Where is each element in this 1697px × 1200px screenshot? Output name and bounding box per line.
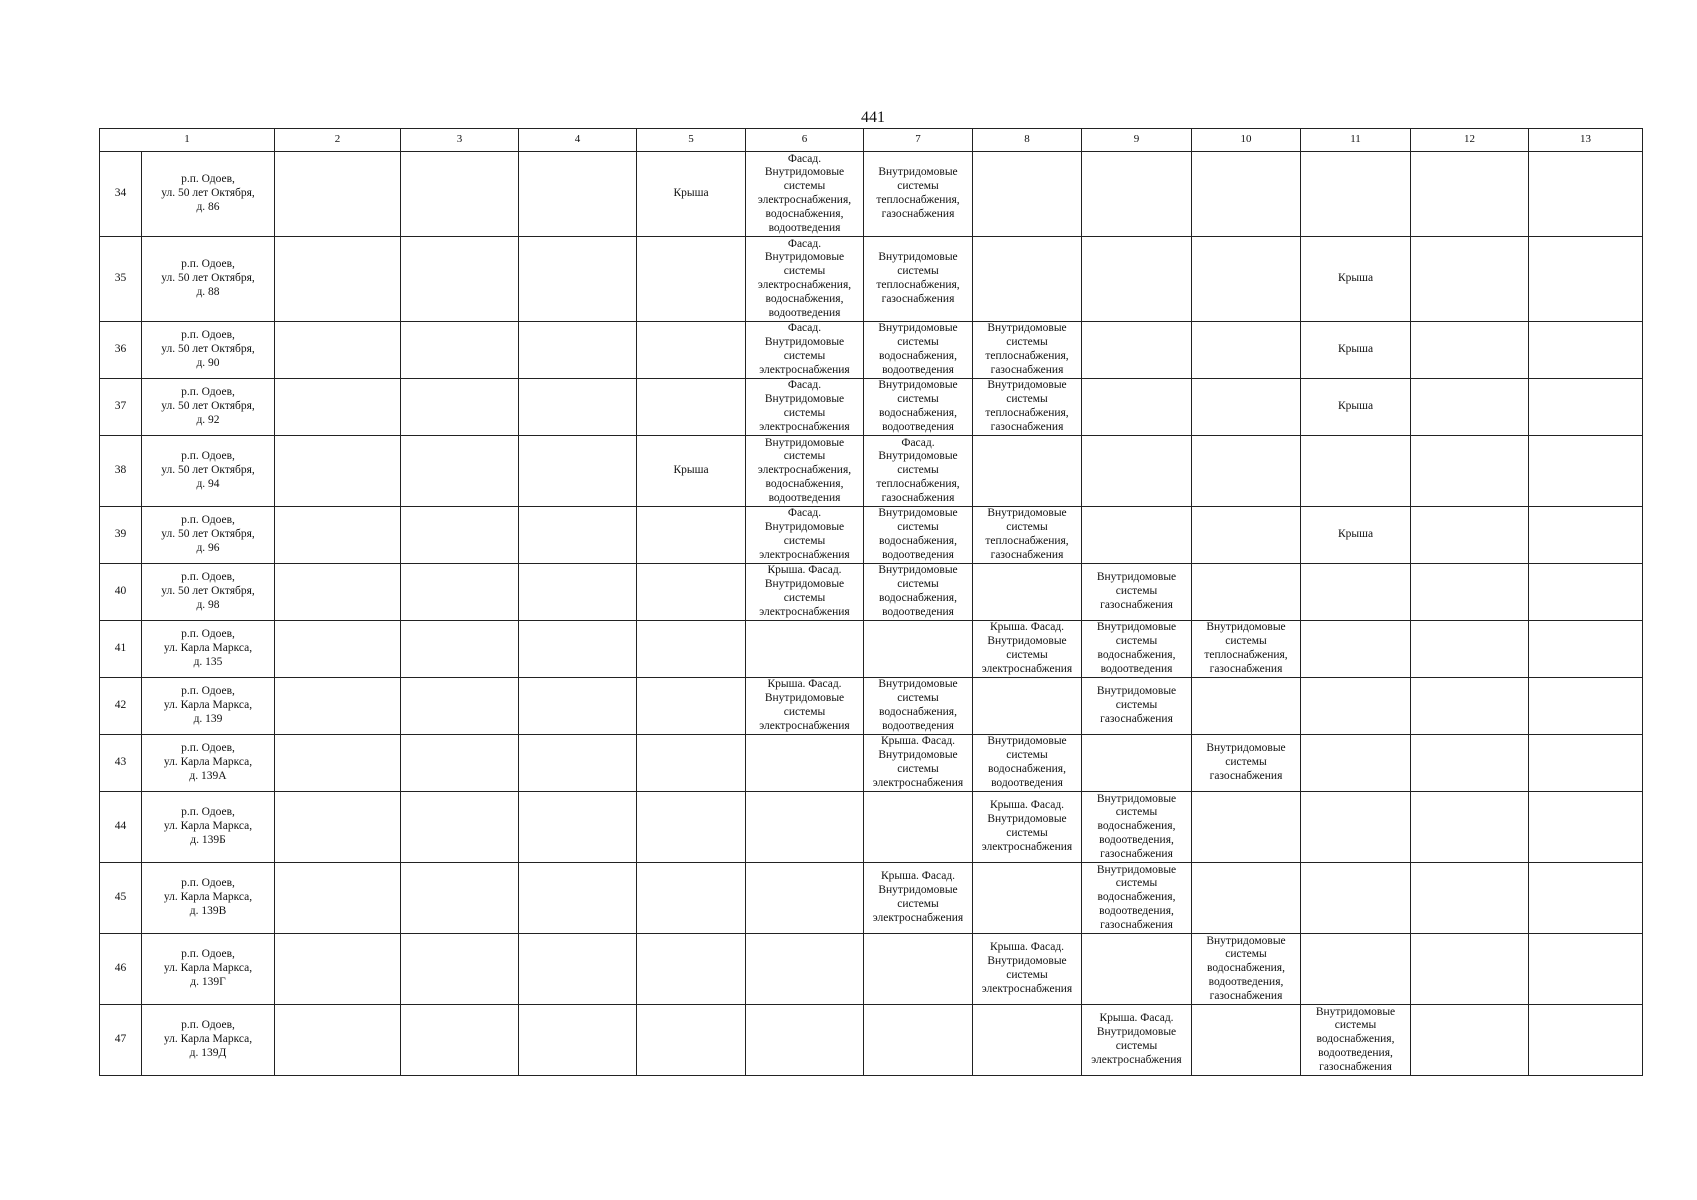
work-cell: Внутридомовые системы водоснабжения, водоотведения, газоснабжения xyxy=(1301,1005,1411,1076)
work-cell xyxy=(1411,934,1529,1005)
address-cell: р.п. Одоев, ул. Карла Маркса, д. 135 xyxy=(142,621,275,678)
table-row xyxy=(100,1005,1643,1076)
address-cell: р.п. Одоев, ул. 50 лет Октября, д. 94 xyxy=(142,436,275,507)
column-header: 2 xyxy=(275,129,401,152)
work-cell xyxy=(1192,379,1301,436)
work-cell xyxy=(864,934,973,1005)
work-cell xyxy=(1192,564,1301,621)
work-cell xyxy=(519,564,637,621)
work-cell: Внутридомовые системы водоснабжения, водоотведения, газоснабжения xyxy=(1192,934,1301,1005)
work-cell xyxy=(1411,507,1529,564)
work-cell: Фасад. Внутридомовые системы электроснабжения xyxy=(746,507,864,564)
work-cell: Внутридомовые системы теплоснабжения, газоснабжения xyxy=(864,237,973,322)
work-cell xyxy=(1411,152,1529,237)
work-cell xyxy=(1301,564,1411,621)
work-cell xyxy=(637,237,746,322)
work-cell xyxy=(864,1005,973,1076)
address-cell: р.п. Одоев, ул. Карла Маркса, д. 139В xyxy=(142,863,275,934)
work-cell: Внутридомовые системы теплоснабжения, газоснабжения xyxy=(973,322,1082,379)
column-header: 12 xyxy=(1411,129,1529,152)
work-cell xyxy=(1192,152,1301,237)
column-header: 6 xyxy=(746,129,864,152)
work-cell xyxy=(1411,863,1529,934)
work-cell xyxy=(401,934,519,1005)
work-cell xyxy=(519,322,637,379)
work-cell xyxy=(1082,237,1192,322)
row-number: 37 xyxy=(100,379,142,436)
work-cell: Крыша. Фасад. Внутридомовые системы электроснабжения xyxy=(864,735,973,792)
work-cell xyxy=(401,237,519,322)
work-cell xyxy=(1301,678,1411,735)
work-cell xyxy=(275,678,401,735)
work-cell: Внутридомовые системы водоснабжения, водоотведения xyxy=(1082,621,1192,678)
work-cell xyxy=(519,237,637,322)
table-row xyxy=(100,379,1643,436)
work-cell xyxy=(401,379,519,436)
work-cell xyxy=(973,436,1082,507)
work-cell xyxy=(637,735,746,792)
work-cell xyxy=(973,1005,1082,1076)
work-cell xyxy=(275,863,401,934)
row-number: 36 xyxy=(100,322,142,379)
address-cell: р.п. Одоев, ул. Карла Маркса, д. 139Б xyxy=(142,792,275,863)
work-cell xyxy=(1529,735,1643,792)
work-cell: Крыша xyxy=(637,152,746,237)
work-cell xyxy=(637,792,746,863)
work-cell xyxy=(1411,237,1529,322)
row-number: 45 xyxy=(100,863,142,934)
work-cell xyxy=(1082,934,1192,1005)
column-header: 3 xyxy=(401,129,519,152)
work-cell: Крыша xyxy=(1301,237,1411,322)
row-number: 39 xyxy=(100,507,142,564)
work-cell xyxy=(864,792,973,863)
work-cell xyxy=(275,507,401,564)
work-cell xyxy=(1192,863,1301,934)
work-cell xyxy=(1529,152,1643,237)
repair-schedule-table xyxy=(99,128,1643,1076)
work-cell xyxy=(973,237,1082,322)
work-cell xyxy=(1082,322,1192,379)
work-cell xyxy=(519,934,637,1005)
address-cell: р.п. Одоев, ул. Карла Маркса, д. 139 xyxy=(142,678,275,735)
work-cell xyxy=(1082,436,1192,507)
work-cell: Внутридомовые системы теплоснабжения, газоснабжения xyxy=(973,379,1082,436)
work-cell xyxy=(973,564,1082,621)
work-cell xyxy=(746,621,864,678)
work-cell: Внутридомовые системы газоснабжения xyxy=(1082,564,1192,621)
column-header: 7 xyxy=(864,129,973,152)
row-number: 46 xyxy=(100,934,142,1005)
work-cell: Внутридомовые системы электроснабжения, водоснабжения, водоотведения xyxy=(746,436,864,507)
work-cell xyxy=(401,792,519,863)
work-cell xyxy=(637,678,746,735)
row-number: 41 xyxy=(100,621,142,678)
column-header: 10 xyxy=(1192,129,1301,152)
work-cell xyxy=(401,1005,519,1076)
column-header: 11 xyxy=(1301,129,1411,152)
work-cell xyxy=(401,436,519,507)
work-cell xyxy=(637,1005,746,1076)
column-header: 1 xyxy=(100,129,275,152)
work-cell xyxy=(401,621,519,678)
column-header: 4 xyxy=(519,129,637,152)
work-cell xyxy=(1411,564,1529,621)
work-cell xyxy=(1411,621,1529,678)
work-cell xyxy=(275,621,401,678)
work-cell xyxy=(275,436,401,507)
work-cell xyxy=(519,507,637,564)
work-cell xyxy=(1192,678,1301,735)
work-cell xyxy=(1529,792,1643,863)
work-cell xyxy=(1192,792,1301,863)
work-cell: Крыша. Фасад. Внутридомовые системы электроснабжения xyxy=(973,792,1082,863)
work-cell xyxy=(1529,237,1643,322)
work-cell xyxy=(1529,322,1643,379)
work-cell xyxy=(1411,436,1529,507)
work-cell xyxy=(1301,621,1411,678)
work-cell xyxy=(519,792,637,863)
table-row xyxy=(100,507,1643,564)
work-cell xyxy=(1529,379,1643,436)
work-cell xyxy=(1192,322,1301,379)
address-cell: р.п. Одоев, ул. 50 лет Октября, д. 96 xyxy=(142,507,275,564)
work-cell xyxy=(519,152,637,237)
work-cell: Внутридомовые системы водоснабжения, водоотведения xyxy=(864,678,973,735)
work-cell: Крыша. Фасад. Внутридомовые системы электроснабжения xyxy=(746,678,864,735)
work-cell xyxy=(275,322,401,379)
work-cell xyxy=(1411,379,1529,436)
work-cell xyxy=(275,1005,401,1076)
table-row xyxy=(100,564,1643,621)
address-cell: р.п. Одоев, ул. Карла Маркса, д. 139А xyxy=(142,735,275,792)
work-cell xyxy=(1301,152,1411,237)
work-cell xyxy=(1301,934,1411,1005)
work-cell: Внутридомовые системы водоснабжения, водоотведения, газоснабжения xyxy=(1082,863,1192,934)
address-cell: р.п. Одоев, ул. 50 лет Октября, д. 90 xyxy=(142,322,275,379)
work-cell xyxy=(275,735,401,792)
work-cell: Фасад. Внутридомовые системы теплоснабжения, газоснабжения xyxy=(864,436,973,507)
work-cell xyxy=(1529,1005,1643,1076)
work-cell xyxy=(637,507,746,564)
table-row xyxy=(100,322,1643,379)
table-row xyxy=(100,621,1643,678)
table-row xyxy=(100,152,1643,237)
address-cell: р.п. Одоев, ул. 50 лет Октября, д. 98 xyxy=(142,564,275,621)
work-cell xyxy=(519,678,637,735)
work-cell xyxy=(519,436,637,507)
work-cell xyxy=(1082,152,1192,237)
work-cell: Внутридомовые системы газоснабжения xyxy=(1082,678,1192,735)
address-cell: р.п. Одоев, ул. Карла Маркса, д. 139Д xyxy=(142,1005,275,1076)
work-cell: Крыша xyxy=(1301,507,1411,564)
work-cell xyxy=(275,237,401,322)
table-row xyxy=(100,863,1643,934)
work-cell: Внутридомовые системы газоснабжения xyxy=(1192,735,1301,792)
work-cell: Крыша xyxy=(637,436,746,507)
row-number: 34 xyxy=(100,152,142,237)
work-cell xyxy=(1411,735,1529,792)
work-cell xyxy=(401,507,519,564)
work-cell xyxy=(1192,507,1301,564)
work-cell xyxy=(1082,379,1192,436)
work-cell xyxy=(1529,863,1643,934)
work-cell: Внутридомовые системы водоснабжения, водоотведения xyxy=(973,735,1082,792)
work-cell xyxy=(401,678,519,735)
work-cell xyxy=(519,379,637,436)
work-cell xyxy=(746,934,864,1005)
work-cell: Внутридомовые системы теплоснабжения, газоснабжения xyxy=(864,152,973,237)
header-row xyxy=(100,129,1643,152)
work-cell xyxy=(1529,507,1643,564)
work-cell xyxy=(1082,735,1192,792)
work-cell xyxy=(519,863,637,934)
row-number: 38 xyxy=(100,436,142,507)
table-row xyxy=(100,934,1643,1005)
work-cell: Внутридомовые системы водоснабжения, водоотведения xyxy=(864,379,973,436)
table-row xyxy=(100,678,1643,735)
work-cell xyxy=(1301,792,1411,863)
work-cell xyxy=(637,934,746,1005)
address-cell: р.п. Одоев, ул. 50 лет Октября, д. 86 xyxy=(142,152,275,237)
row-number: 35 xyxy=(100,237,142,322)
work-cell xyxy=(973,863,1082,934)
row-number: 42 xyxy=(100,678,142,735)
work-cell xyxy=(1529,934,1643,1005)
table-row xyxy=(100,237,1643,322)
table-row xyxy=(100,792,1643,863)
table-body xyxy=(100,129,1643,1076)
work-cell xyxy=(637,322,746,379)
work-cell xyxy=(1411,1005,1529,1076)
work-cell xyxy=(1301,735,1411,792)
work-cell xyxy=(401,564,519,621)
work-cell xyxy=(746,863,864,934)
work-cell xyxy=(401,735,519,792)
work-cell: Фасад. Внутридомовые системы электроснабжения xyxy=(746,322,864,379)
address-cell: р.п. Одоев, ул. 50 лет Октября, д. 92 xyxy=(142,379,275,436)
work-cell: Внутридомовые системы водоснабжения, водоотведения xyxy=(864,564,973,621)
address-cell: р.п. Одоев, ул. Карла Маркса, д. 139Г xyxy=(142,934,275,1005)
work-cell xyxy=(1529,678,1643,735)
work-cell xyxy=(1192,436,1301,507)
page-number: 441 xyxy=(861,109,885,126)
work-cell xyxy=(1411,792,1529,863)
work-cell xyxy=(275,792,401,863)
work-cell xyxy=(1192,237,1301,322)
work-cell xyxy=(401,152,519,237)
work-cell xyxy=(973,678,1082,735)
row-number: 44 xyxy=(100,792,142,863)
work-cell xyxy=(746,792,864,863)
work-cell: Внутридомовые системы водоснабжения, водоотведения, газоснабжения xyxy=(1082,792,1192,863)
work-cell: Крыша xyxy=(1301,379,1411,436)
row-number: 43 xyxy=(100,735,142,792)
work-cell xyxy=(1529,621,1643,678)
work-cell: Крыша. Фасад. Внутридомовые системы электроснабжения xyxy=(973,621,1082,678)
work-cell xyxy=(1301,436,1411,507)
work-cell: Внутридомовые системы водоснабжения, водоотведения xyxy=(864,507,973,564)
work-cell xyxy=(746,735,864,792)
work-cell xyxy=(1529,564,1643,621)
work-cell: Крыша. Фасад. Внутридомовые системы электроснабжения xyxy=(746,564,864,621)
work-cell xyxy=(401,863,519,934)
work-cell xyxy=(1082,507,1192,564)
work-cell xyxy=(1529,436,1643,507)
work-cell xyxy=(1411,322,1529,379)
work-cell xyxy=(637,621,746,678)
table-row xyxy=(100,436,1643,507)
work-cell xyxy=(519,621,637,678)
work-cell xyxy=(275,379,401,436)
work-cell xyxy=(519,1005,637,1076)
address-cell: р.п. Одоев, ул. 50 лет Октября, д. 88 xyxy=(142,237,275,322)
work-cell xyxy=(1192,1005,1301,1076)
column-header: 13 xyxy=(1529,129,1643,152)
work-cell xyxy=(519,735,637,792)
work-cell: Внутридомовые системы теплоснабжения, газоснабжения xyxy=(973,507,1082,564)
work-cell xyxy=(275,934,401,1005)
work-cell: Фасад. Внутридомовые системы электроснабжения xyxy=(746,379,864,436)
work-cell xyxy=(637,379,746,436)
work-cell: Крыша. Фасад. Внутридомовые системы электроснабжения xyxy=(864,863,973,934)
work-cell xyxy=(401,322,519,379)
work-cell xyxy=(1411,678,1529,735)
work-cell xyxy=(275,152,401,237)
work-cell xyxy=(1301,863,1411,934)
table-row xyxy=(100,735,1643,792)
work-cell xyxy=(637,564,746,621)
work-cell xyxy=(637,863,746,934)
work-cell xyxy=(275,564,401,621)
work-cell: Крыша. Фасад. Внутридомовые системы электроснабжения xyxy=(1082,1005,1192,1076)
work-cell: Внутридомовые системы водоснабжения, водоотведения xyxy=(864,322,973,379)
work-cell: Крыша xyxy=(1301,322,1411,379)
column-header: 5 xyxy=(637,129,746,152)
column-header: 8 xyxy=(973,129,1082,152)
row-number: 47 xyxy=(100,1005,142,1076)
column-header: 9 xyxy=(1082,129,1192,152)
work-cell: Внутридомовые системы теплоснабжения, газоснабжения xyxy=(1192,621,1301,678)
work-cell: Фасад. Внутридомовые системы электроснабжения, водоснабжения, водоотведения xyxy=(746,237,864,322)
work-cell xyxy=(973,152,1082,237)
work-cell xyxy=(864,621,973,678)
work-cell: Крыша. Фасад. Внутридомовые системы электроснабжения xyxy=(973,934,1082,1005)
row-number: 40 xyxy=(100,564,142,621)
work-cell: Фасад. Внутридомовые системы электроснабжения, водоснабжения, водоотведения xyxy=(746,152,864,237)
work-cell xyxy=(746,1005,864,1076)
